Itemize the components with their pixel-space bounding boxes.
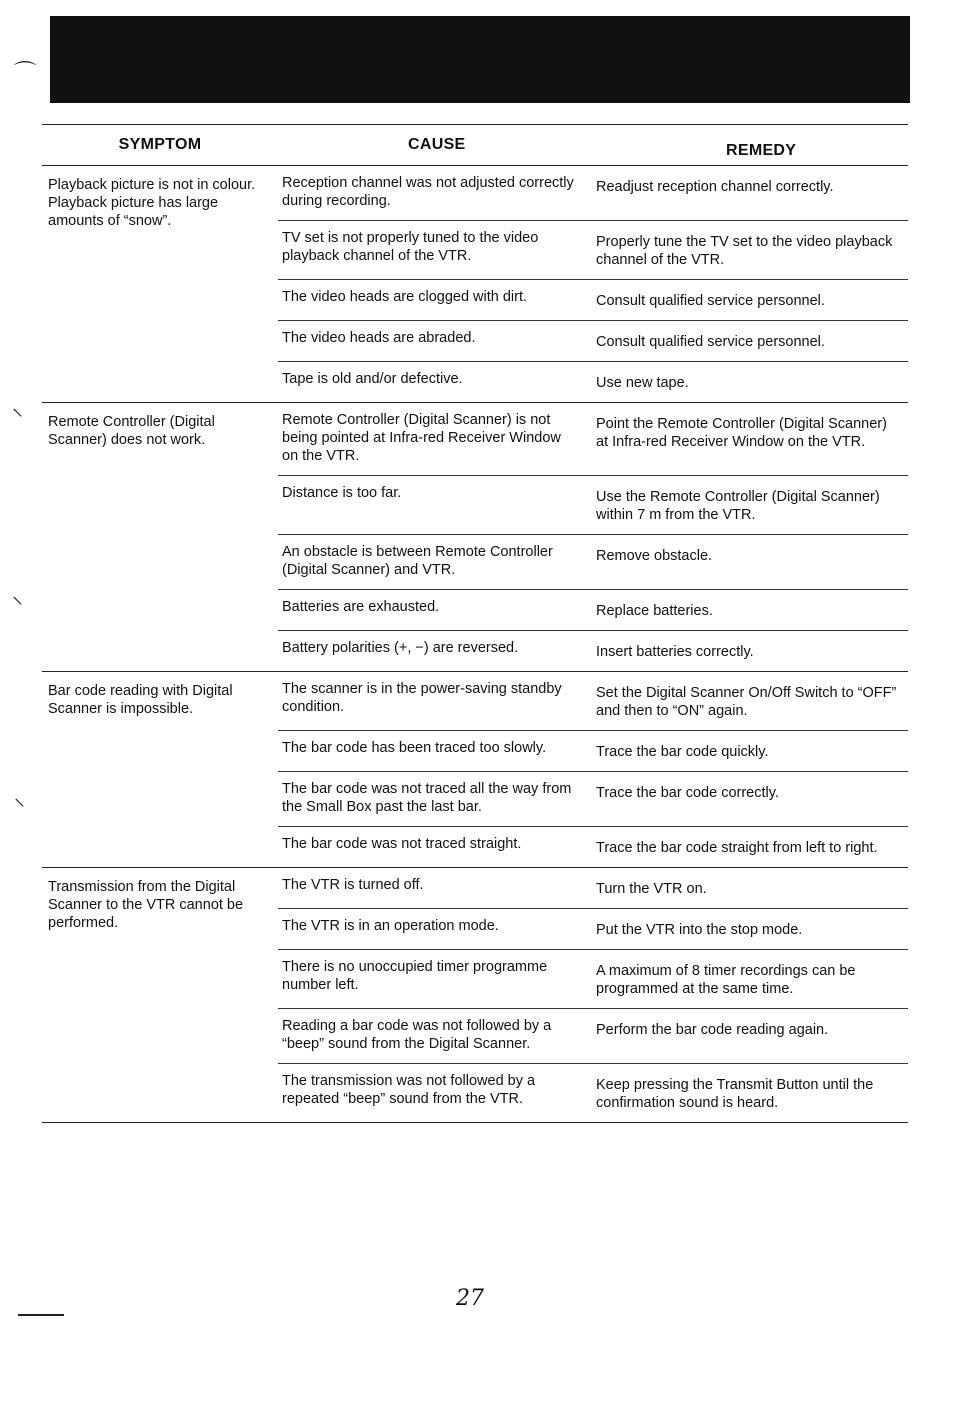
cause-text: Remote Controller (Digital Scanner) is not being pointed at Infra-red Receiver Window on the VTR. (282, 412, 561, 464)
symptom-group (42, 672, 908, 868)
remedy-text: Readjust reception channel correctly. (596, 179, 834, 195)
table-header (42, 124, 908, 166)
margin-mark: ⸜ (12, 395, 24, 420)
symptom-text: Playback picture is not in colour. Playback picture has large amounts of “snow”. (48, 177, 256, 229)
cause-text: The bar code was not traced all the way from the Small Box past the last bar. (282, 781, 572, 815)
cause-text: The VTR is in an operation mode. (282, 918, 499, 934)
remedy-text: Use the Remote Controller (Digital Scanner) within 7 m from the VTR. (596, 489, 880, 523)
cause-text: The bar code has been traced too slowly. (282, 740, 547, 756)
cause-remedy-list (278, 868, 908, 1122)
header-bar (50, 16, 910, 103)
cause-remedy-list (278, 672, 908, 867)
cause-text: Battery polarities (+, −) are reversed. (282, 640, 519, 656)
remedy-text: Use new tape. (596, 375, 689, 391)
cause-text: The scanner is in the power-saving standby condition. (282, 681, 562, 715)
table-row (278, 772, 908, 827)
table-row (278, 672, 908, 731)
cause-header: CAUSE (408, 136, 466, 153)
symptom-text: Bar code reading with Digital Scanner is impossible. (48, 683, 233, 717)
table-row (278, 590, 908, 631)
cause-text: An obstacle is between Remote Controller (Digital Scanner) and VTR. (282, 544, 553, 578)
table-row (278, 280, 908, 321)
table-row (278, 827, 908, 867)
table-row (278, 476, 908, 535)
cause-text: Tape is old and/or defective. (282, 371, 463, 387)
table-row (278, 535, 908, 590)
symptom-text: Transmission from the Digital Scanner to the VTR cannot be performed. (48, 879, 244, 931)
cause-text: The VTR is turned off. (282, 877, 424, 893)
table-row (278, 362, 908, 402)
table-row (278, 950, 908, 1009)
table-row (278, 731, 908, 772)
remedy-text: Insert batteries correctly. (596, 644, 754, 660)
remedy-text: Perform the bar code reading again. (596, 1022, 829, 1038)
remedy-text: Consult qualified service personnel. (596, 293, 825, 309)
margin-mark: ⌒ (14, 60, 37, 85)
remedy-text: Keep pressing the Transmit Button until the confirmation sound is heard. (596, 1077, 874, 1111)
bottom-rule (18, 1314, 64, 1316)
cause-text: The transmission was not followed by a repeated “beep” sound from the VTR. (282, 1073, 536, 1107)
table-row (278, 221, 908, 280)
remedy-header: REMEDY (726, 142, 797, 159)
troubleshooting-table (42, 124, 908, 1123)
table-row (278, 403, 908, 476)
page-number: 27 (456, 1286, 484, 1311)
remedy-text: Set the Digital Scanner On/Off Switch to “OFF” and then to “ON” again. (596, 685, 897, 719)
remedy-text: Put the VTR into the stop mode. (596, 922, 803, 938)
cause-remedy-list (278, 166, 908, 402)
cause-text: The bar code was not traced straight. (282, 836, 522, 852)
remedy-text: Remove obstacle. (596, 548, 713, 564)
cause-text: There is no unoccupied timer programme number left. (282, 959, 548, 993)
table-row (278, 1009, 908, 1064)
symptom-header: SYMPTOM (118, 136, 202, 153)
remedy-text: Consult qualified service personnel. (596, 334, 825, 350)
cause-text: Reading a bar code was not followed by a “beep” sound from the Digital Scanner. (282, 1018, 552, 1052)
symptom-text: Remote Controller (Digital Scanner) does not work. (48, 414, 215, 448)
remedy-text: Trace the bar code straight from left to right. (596, 840, 878, 856)
margin-mark: ⸜ (12, 583, 24, 608)
table-row (278, 166, 908, 221)
remedy-text: A maximum of 8 timer recordings can be programmed at the same time. (596, 963, 856, 997)
symptom-group (42, 403, 908, 672)
remedy-text: Point the Remote Controller (Digital Scanner) at Infra-red Receiver Window on the VTR. (596, 416, 887, 450)
cause-text: The video heads are abraded. (282, 330, 476, 346)
table-row (278, 1064, 908, 1122)
remedy-text: Turn the VTR on. (596, 881, 707, 897)
remedy-text: Properly tune the TV set to the video playback channel of the VTR. (596, 234, 893, 268)
cause-text: Distance is too far. (282, 485, 402, 501)
cause-text: Batteries are exhausted. (282, 599, 440, 615)
cause-text: TV set is not properly tuned to the video playback channel of the VTR. (282, 230, 539, 264)
cause-remedy-list (278, 403, 908, 671)
remedy-text: Trace the bar code correctly. (596, 785, 779, 801)
table-row (278, 868, 908, 909)
table-row (278, 909, 908, 950)
table-row (278, 631, 908, 671)
cause-text: The video heads are clogged with dirt. (282, 289, 528, 305)
margin-mark: ⸜ (14, 785, 26, 810)
cause-text: Reception channel was not adjusted correctly during recording. (282, 175, 574, 209)
symptom-group (42, 166, 908, 403)
remedy-text: Trace the bar code quickly. (596, 744, 769, 760)
table-row (278, 321, 908, 362)
remedy-text: Replace batteries. (596, 603, 713, 619)
symptom-group (42, 868, 908, 1123)
